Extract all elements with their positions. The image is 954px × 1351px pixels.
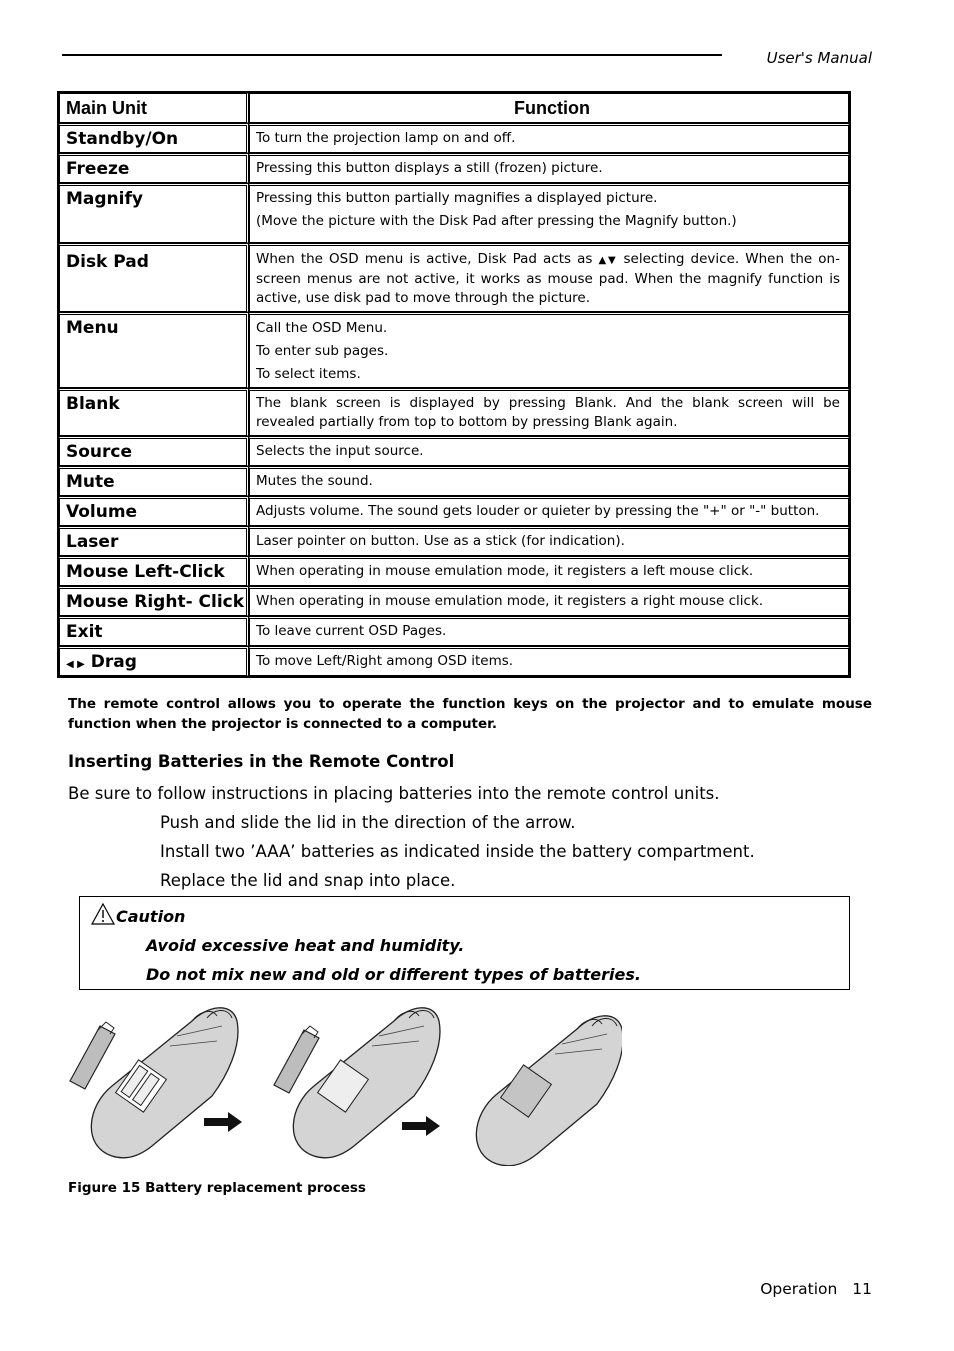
table-row — [59, 153, 849, 183]
table-row — [59, 123, 849, 153]
unit-name: Blank — [59, 388, 249, 436]
up-down-arrows-icon: ▲▼ — [598, 255, 618, 266]
step-item: Replace the lid and snap into place. — [160, 871, 456, 890]
unit-function: To leave current OSD Pages. — [249, 616, 849, 646]
battery-replacement-figure — [62, 996, 622, 1166]
left-right-arrows-icon: ◀ ▶ — [66, 659, 85, 670]
page-footer — [760, 1280, 872, 1298]
table-row — [59, 646, 849, 676]
function-table — [57, 91, 851, 678]
table-row — [59, 183, 849, 243]
remote-control-note: The remote control allows you to operate the function keys on the projector and to emulate mouse function when the projector is connected to a computer. — [68, 696, 872, 732]
caution-title: Caution — [116, 907, 186, 926]
warning-icon — [90, 902, 116, 926]
table-row — [59, 436, 849, 466]
unit-function: When operating in mouse emulation mode, it registers a left mouse click. — [249, 556, 849, 586]
step-item: Install two ’AAA’ batteries as indicated inside the battery compartment. — [160, 842, 755, 861]
unit-function: The blank screen is displayed by pressing Blank. And the blank screen will be revealed partially from top to bottom by pressing Blank again. — [249, 388, 849, 436]
unit-name: Mouse Right- Click — [59, 586, 249, 616]
unit-name: Volume — [59, 496, 249, 526]
table-row — [59, 556, 849, 586]
table-header-row — [59, 93, 849, 123]
manual-title: User's Manual — [766, 49, 872, 67]
remote-step-1 — [70, 1008, 238, 1158]
unit-name: Exit — [59, 616, 249, 646]
col-header-function: Function — [249, 93, 849, 123]
unit-function: Mutes the sound. — [249, 466, 849, 496]
unit-name: Magnify — [59, 183, 249, 243]
arrow-1 — [204, 1112, 242, 1132]
table-row — [59, 586, 849, 616]
unit-function: To move Left/Right among OSD items. — [249, 646, 849, 676]
caution-line: Do not mix new and old or different types of batteries. — [146, 965, 641, 984]
unit-name: Disk Pad — [59, 243, 249, 312]
footer-section: Operation — [760, 1280, 838, 1298]
caution-line: Avoid excessive heat and humidity. — [146, 936, 465, 955]
unit-name: Source — [59, 436, 249, 466]
caution-box — [79, 896, 850, 990]
unit-function: When operating in mouse emulation mode, it registers a right mouse click. — [249, 586, 849, 616]
unit-name: Mute — [59, 466, 249, 496]
page-number: 11 — [852, 1280, 872, 1298]
unit-function: Pressing this button partially magnifies a displayed picture. (Move the picture with the Disk Pad after pressing the Magnify button.) — [249, 183, 849, 243]
unit-function: Selects the input source. — [249, 436, 849, 466]
unit-function: To turn the projection lamp on and off. — [249, 123, 849, 153]
unit-function: When the OSD menu is active, Disk Pad acts as ▲▼ selecting device. When the on-screen menus are not active, it works as mouse pad. When the magnify function is active, use disk pad to move through the picture. — [249, 243, 849, 312]
table-row — [59, 312, 849, 388]
unit-name: Mouse Left-Click — [59, 556, 249, 586]
unit-function: Adjusts volume. The sound gets louder or quieter by pressing the "+" or "-" button. — [249, 496, 849, 526]
figure-caption: Figure 15 Battery replacement process — [68, 1180, 366, 1196]
caution-heading — [90, 902, 185, 926]
unit-function: Call the OSD Menu. To enter sub pages. To select items. — [249, 312, 849, 388]
table-row — [59, 388, 849, 436]
table-row — [59, 616, 849, 646]
intro-text: Be sure to follow instructions in placing batteries into the remote control units. — [68, 784, 720, 803]
step-item: Push and slide the lid in the direction of the arrow. — [160, 813, 576, 832]
header-rule — [62, 54, 722, 56]
unit-name: Menu — [59, 312, 249, 388]
col-header-unit: Main Unit — [59, 93, 249, 123]
unit-name: Laser — [59, 526, 249, 556]
table-row — [59, 496, 849, 526]
unit-name: Standby/On — [59, 123, 249, 153]
remote-step-3 — [476, 1016, 622, 1166]
unit-name: ◀ ▶ Drag — [59, 646, 249, 676]
remote-step-2 — [274, 1008, 440, 1158]
section-title: Inserting Batteries in the Remote Control — [68, 752, 455, 771]
unit-function: Pressing this button displays a still (frozen) picture. — [249, 153, 849, 183]
table-row — [59, 243, 849, 312]
arrow-2 — [402, 1116, 440, 1136]
unit-function: Laser pointer on button. Use as a stick (for indication). — [249, 526, 849, 556]
unit-name: Freeze — [59, 153, 249, 183]
table-row — [59, 466, 849, 496]
table-row — [59, 526, 849, 556]
